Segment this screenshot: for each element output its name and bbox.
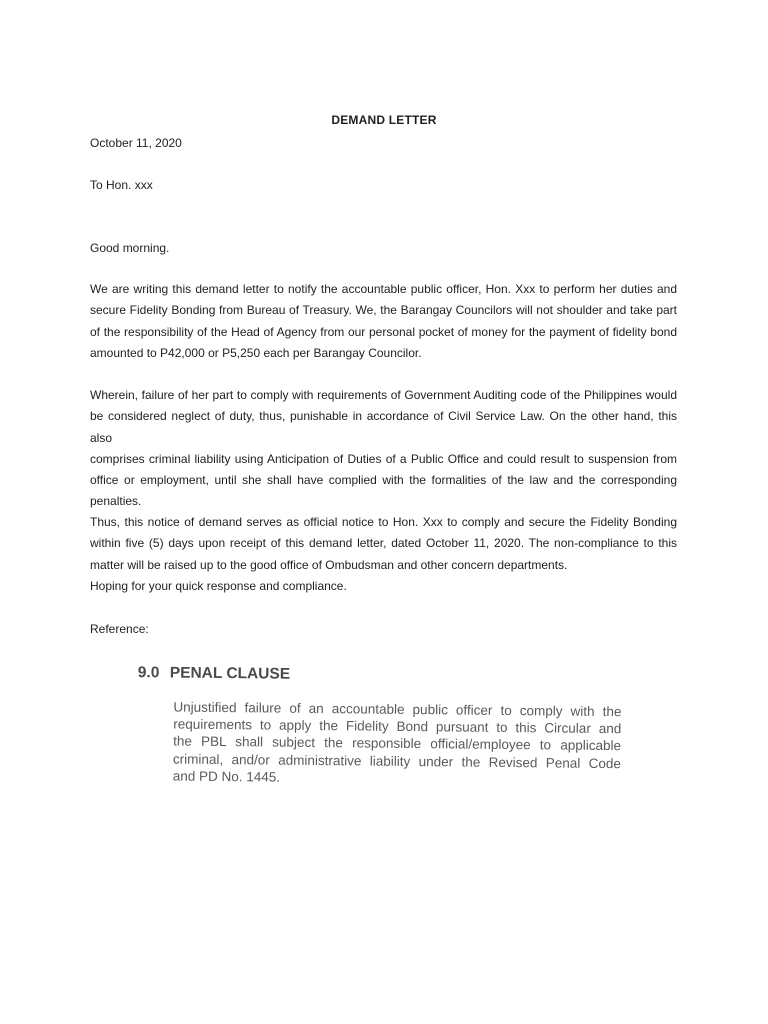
letter-date: October 11, 2020	[90, 136, 182, 150]
letter-recipient: To Hon. xxx	[90, 178, 153, 192]
reference-label: Reference:	[90, 622, 149, 636]
reference-number: 9.0	[137, 664, 160, 682]
reference-body	[173, 699, 622, 790]
paragraph-line: amounted to P42,000 or P5,250 each per Barangay Councilor.	[90, 345, 422, 360]
paragraph-liability	[90, 385, 677, 513]
paragraph-line: We are writing this demand letter to notify the accountable public officer, Hon. Xxx to perform her duties and	[90, 282, 677, 296]
paragraph-line: matter will be raised up to the good office of Ombudsman and other concern departments.	[90, 557, 568, 572]
letter-greeting: Good morning.	[90, 241, 170, 255]
reference-line: the PBL shall subject the responsible official/employee to applicable	[173, 733, 622, 754]
paragraph-line: within five (5) days upon receipt of this demand letter, dated October 11, 2020. The non-compliance to this	[90, 536, 677, 551]
reference-heading-text: PENAL CLAUSE	[169, 664, 291, 683]
paragraph-notice	[90, 279, 677, 364]
reference-heading	[138, 664, 290, 684]
paragraph-line: Wherein, failure of her part to comply with requirements of Government Auditing code of the Philippines would	[90, 388, 677, 402]
paragraph-line: comprises criminal liability using Anticipation of Duties of a Public Office and could result to suspension from	[90, 451, 677, 466]
reference-line: Unjustified failure of an accountable public officer to comply with the	[173, 699, 622, 720]
letter-title: DEMAND LETTER	[331, 113, 437, 127]
paragraph-line: of the responsibility of the Head of Agency from our personal pocket of money for the payment of fidelity bond	[90, 324, 677, 339]
paragraph-line: be considered neglect of duty, thus, punishable in accordance of Civil Service Law. On the other hand, this also	[90, 409, 677, 445]
paragraph-demand	[90, 512, 677, 597]
reference-line: requirements to apply the Fidelity Bond pursuant to this Circular and	[173, 716, 622, 737]
paragraph-line: penalties.	[90, 494, 142, 509]
reference-excerpt-image	[125, 656, 636, 801]
paragraph-line: office or employment, until she shall have complied with the formalities of the law and the corresponding	[90, 473, 677, 488]
paragraph-line: Thus, this notice of demand serves as official notice to Hon. Xxx to comply and secure the Fidelity Bonding	[90, 515, 677, 529]
reference-line: and PD No. 1445.	[172, 768, 281, 785]
paragraph-line: secure Fidelity Bonding from Bureau of Treasury. We, the Barangay Councilors will not shoulder and take part	[90, 303, 677, 318]
paragraph-line: Hoping for your quick response and compliance.	[90, 578, 347, 593]
reference-line: criminal, and/or administrative liability under the Revised Penal Code	[172, 751, 621, 771]
